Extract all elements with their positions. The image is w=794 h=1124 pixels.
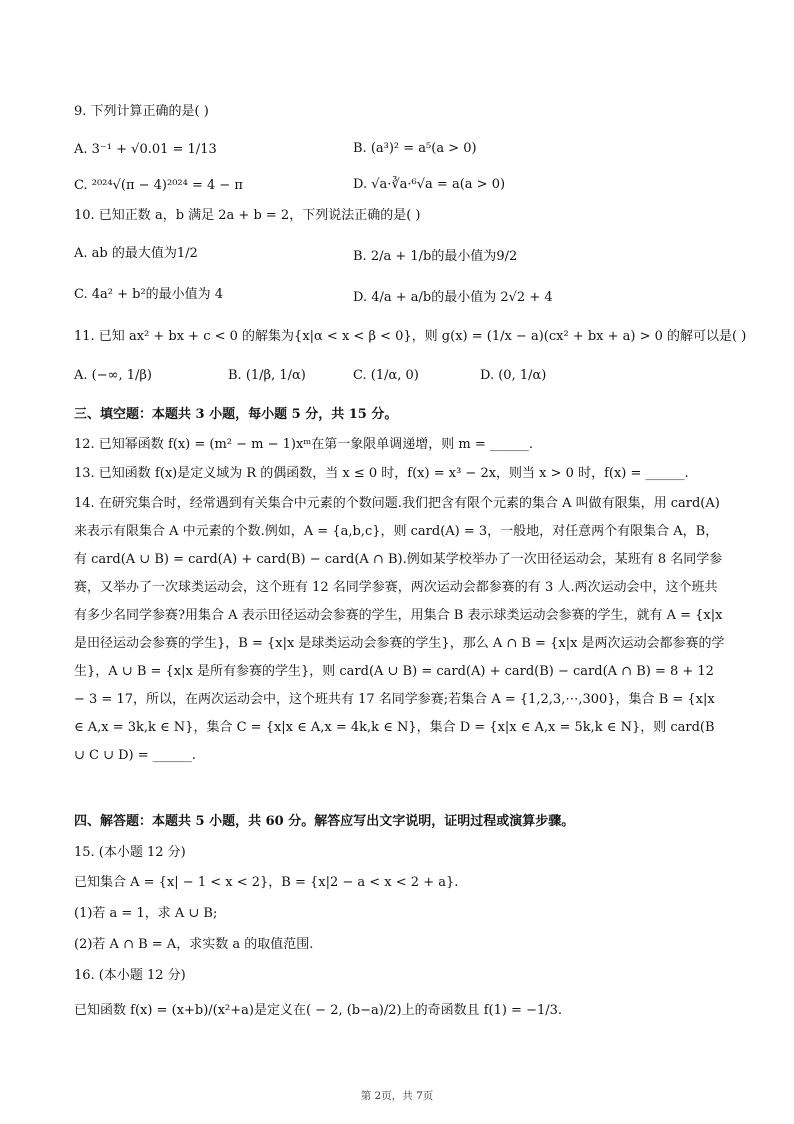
q9-option-d: D. √a·∛a·⁶√a = a(a > 0) bbox=[353, 177, 506, 192]
q14-text: 14. 在研究集合时，经常遇到有关集合中元素的个数问题.我们把含有限个元素的集合 A 叫做有限集，用 card(A)来表示有限集合 A 中元素的个数.例如，A = {a,b,c}，则 card(A) = 3，一般地，对任意两个有限集合 A，B，有 card(A ∪ B) = card(A) + card(B) − card(A ∩ B).例如某学校举办了一次田径运动会，某班有 8 名同学参赛，又举办了一次球类运动会，这个班有 12 名同学参赛，两次运动会都参赛的有 3 人.两次运动会中，这个班共有多少名同学参赛?用集合 A 表示田径运动会参赛的学生，用集合 B 表示球类运动会参赛的学生，就有 A = {x|x 是田径运动会参赛的学生}，B = {x|x 是球类运动会参赛的学生}，那么 A ∩ B = {x|x 是两次运动会都参赛的学生}，A ∪ B = {x|x 是所有参赛的学生}，则 card(A ∪ B) = card(A) + card(B) − card(A ∩ B) = 8 + 12 − 3 = 17，所以，在两次运动会中，这个班共有 17 名同学参赛;若集合 A = {1,2,3,⋯,300}，集合 B = {x|x ∈ A,x = 3k,k ∈ N}，集合 C = {x|x ∈ A,x = 4k,k ∈ N}，集合 D = {x|x ∈ A,x = 5k,k ∈ N}，则 card(B ∪ C ∪ D) = ______. bbox=[74, 496, 725, 763]
q11-option-c: C. (1/α, 0) bbox=[353, 368, 419, 383]
q10-stem: 10. 已知正数 a，b 满足 2a + b = 2，下列说法正确的是( ) bbox=[74, 208, 421, 223]
q9-option-c: C. ²⁰²⁴√(π − 4)²⁰²⁴ = 4 − π bbox=[74, 178, 243, 193]
q15-heading: 15. (本小题 12 分) bbox=[74, 845, 186, 860]
q10-option-b: B. 2/a + 1/b的最小值为9/2 bbox=[353, 249, 518, 264]
q10-option-a: A. ab 的最大值为1/2 bbox=[74, 246, 198, 261]
q12-text: 12. 已知幂函数 f(x) = (m² − m − 1)xᵐ在第一象限单调递增，则 m = ______. bbox=[74, 437, 534, 452]
page-footer: 第 2页，共 7页 bbox=[360, 1090, 434, 1102]
q11-option-a: A. (−∞, 1/β) bbox=[74, 368, 152, 383]
q16-given: 已知函数 f(x) = (x+b)/(x²+a)是定义在( − 2, (b−a)/2)上的奇函数且 f(1) = −1/3. bbox=[74, 1003, 563, 1018]
q15-part-1: (1)若 a = 1，求 A ∪ B; bbox=[74, 906, 218, 921]
q16-heading: 16. (本小题 12 分) bbox=[74, 968, 186, 983]
q11-stem: 11. 已知 ax² + bx + c < 0 的解集为{x|α < x < β < 0}，则 g(x) = (1/x − a)(cx² + bx + a) > 0 的解可以是( ) bbox=[74, 329, 747, 344]
q11-option-d: D. (0, 1/α) bbox=[480, 368, 547, 383]
q10-option-d: D. 4/a + a/b的最小值为 2√2 + 4 bbox=[353, 290, 553, 305]
q9-option-a: A. 3⁻¹ + √0.01 = 1/13 bbox=[74, 142, 217, 157]
section-3-heading: 三、填空题：本题共 3 小题，每小题 5 分，共 15 分。 bbox=[74, 407, 398, 422]
q15-part-2: (2)若 A ∩ B = A，求实数 a 的取值范围. bbox=[74, 937, 314, 952]
q15-given: 已知集合 A = {x| − 1 < x < 2}，B = {x|2 − a < x < 2 + a}. bbox=[74, 875, 459, 890]
q13-text: 13. 已知函数 f(x)是定义域为 R 的偶函数，当 x ≤ 0 时，f(x) = x³ − 2x，则当 x > 0 时，f(x) = ______. bbox=[74, 466, 689, 481]
q11-option-b: B. (1/β, 1/α) bbox=[228, 368, 306, 383]
q9-option-b: B. (a³)² = a⁵(a > 0) bbox=[353, 141, 477, 156]
section-4-heading: 四、解答题：本题共 5 小题，共 60 分。解答应写出文字说明，证明过程或演算步骤。 bbox=[74, 814, 575, 829]
q9-stem: 9. 下列计算正确的是( ) bbox=[74, 104, 209, 119]
q10-option-c: C. 4a² + b²的最小值为 4 bbox=[74, 287, 224, 302]
